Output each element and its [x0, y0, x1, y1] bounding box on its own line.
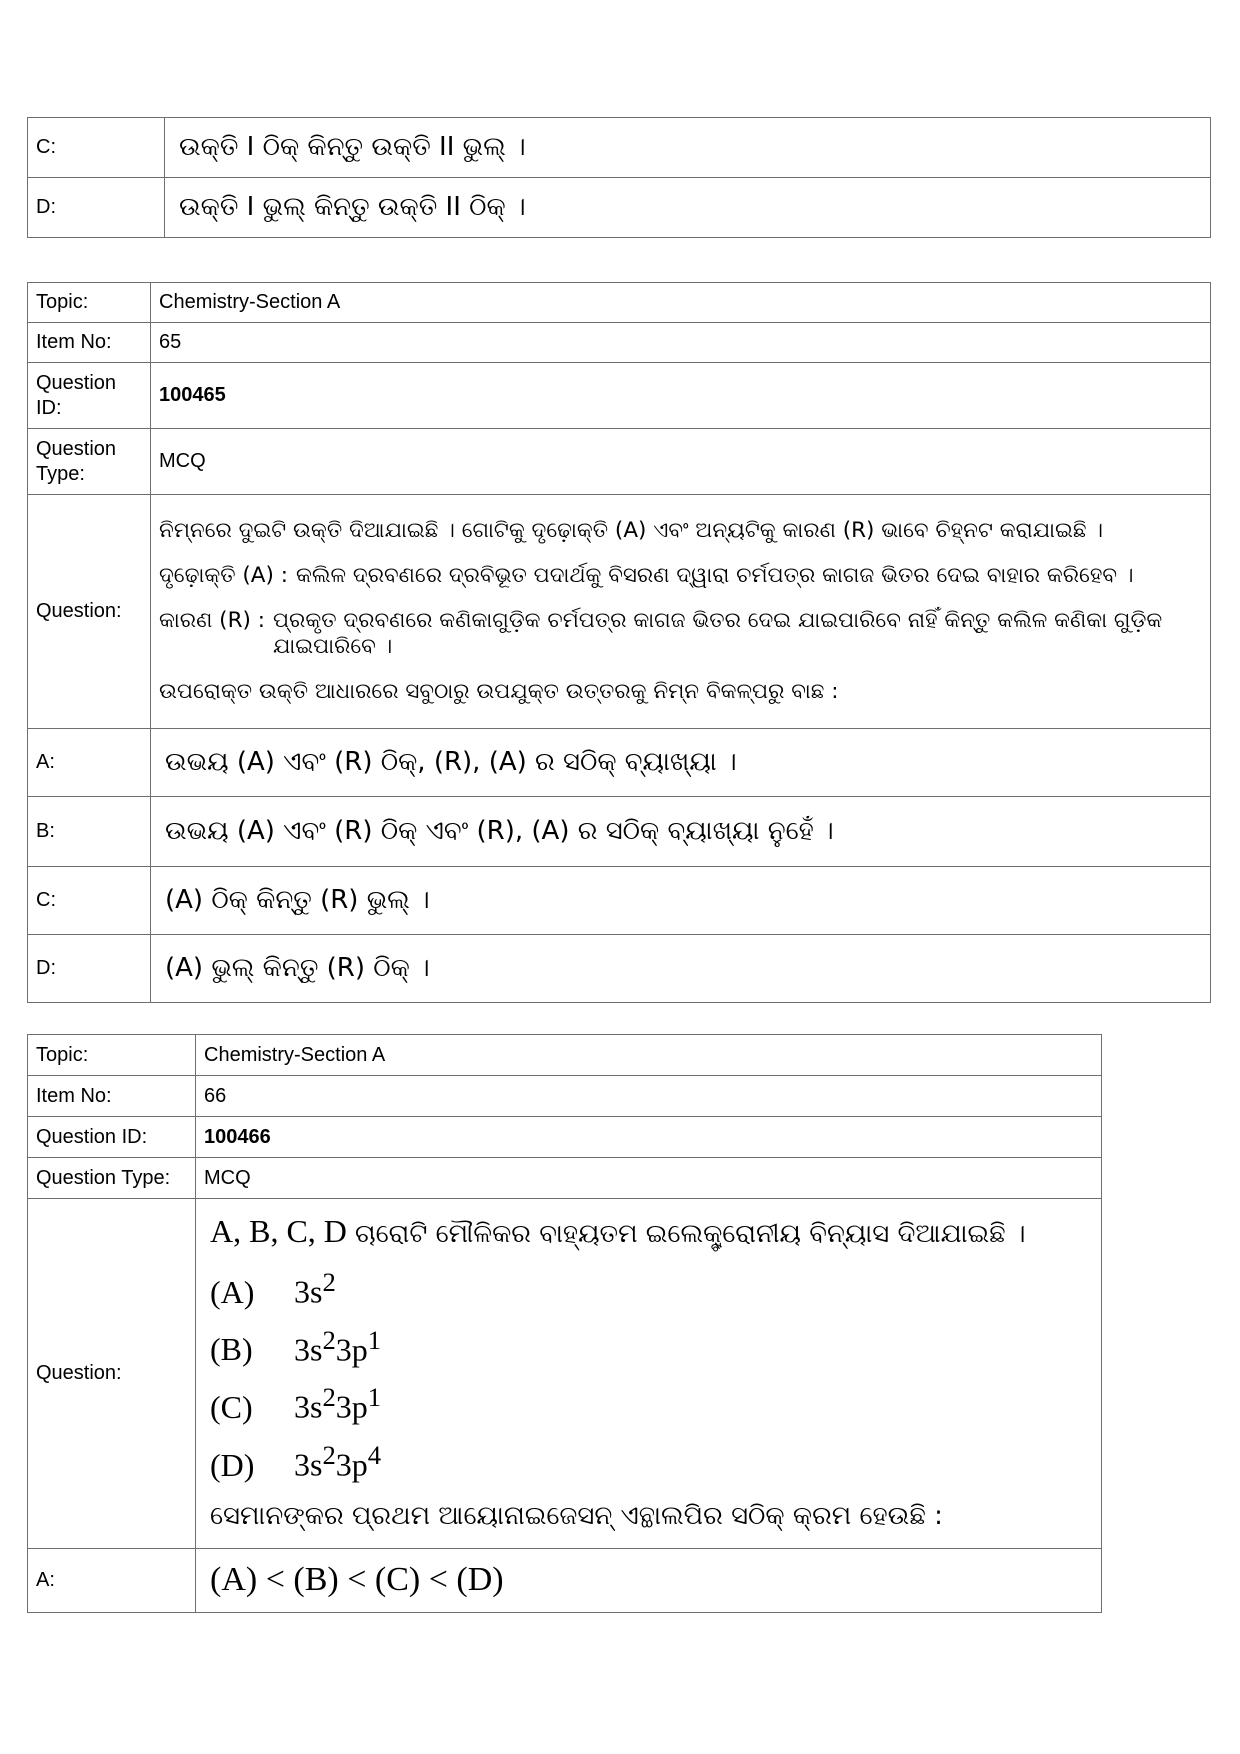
- s-exponent: 2: [322, 1267, 336, 1297]
- option-text: (A) ଭୁଲ୍ କିନ୍ତୁ (R) ଠିକ୍ ।: [151, 935, 1211, 1003]
- item-no-label: Item No:: [28, 1076, 196, 1117]
- question-66-table: [27, 1034, 1102, 1613]
- question-id-value: 100466: [204, 1125, 271, 1148]
- question-type-value: MCQ: [151, 429, 1211, 495]
- option-key: A:: [28, 1548, 196, 1612]
- option-key: C:: [28, 867, 151, 935]
- config-row: [210, 1431, 1087, 1489]
- topic-label: Topic:: [28, 1035, 196, 1076]
- intro-text: ଚାରୋଟି ମୌଳିକର ବାହ୍ୟତମ ଇଲେକ୍ଟ୍ରୋନୀୟ ବିନ୍ୟାସ ଦିଆଯାଇଛି ।: [354, 1219, 1026, 1249]
- question-intro: ନିମ୍ନରେ ଦୁଇଟି ଉକ୍ତି ଦିଆଯାଇଛି । ଗୋଟିକୁ ଦୃଢ଼ୋକ୍ତି (A) ଏବଂ ଅନ୍ୟଟିକୁ କାରଣ (R) ଭାବେ ଚିହ୍ନଟ କରାଯାଇଛି ।: [159, 518, 1103, 543]
- p-exponent: 1: [367, 1324, 382, 1355]
- question-65-table: [27, 282, 1211, 1003]
- p-orbital: 3p: [335, 1388, 368, 1425]
- option-key: B:: [28, 797, 151, 867]
- option-text: (A) ଠିକ୍ କିନ୍ତୁ (R) ଭୁଲ୍ ।: [151, 867, 1211, 935]
- p-exponent: 4: [367, 1439, 382, 1470]
- option-text: ଉକ୍ତି I ଠିକ୍ କିନ୍ତୁ ଉକ୍ତି II ଭୁଲ୍ ।: [165, 118, 1211, 178]
- question-id-label: Question ID:: [28, 1117, 196, 1158]
- topic-value: Chemistry-Section A: [196, 1035, 1102, 1076]
- config-row: [210, 1258, 1087, 1316]
- option-text: (A) < (B) < (C) < (D): [196, 1548, 1102, 1612]
- item-no-value: 66: [196, 1076, 1102, 1117]
- config-label: (D): [210, 1446, 255, 1483]
- option-row: [28, 178, 1211, 238]
- config-row: [210, 1316, 1087, 1374]
- topic-value: Chemistry-Section A: [151, 283, 1211, 323]
- config-label: (B): [210, 1331, 253, 1368]
- topic-label: Topic:: [28, 283, 151, 323]
- config-label: (A): [210, 1273, 255, 1310]
- p-exponent: 1: [367, 1382, 382, 1413]
- question-body: [196, 1199, 1102, 1549]
- item-no-value: 65: [151, 323, 1211, 363]
- s-orbital: 3s: [294, 1388, 323, 1425]
- question-type-value: MCQ: [196, 1158, 1102, 1199]
- question-prompt: ଉପରୋକ୍ତ ଉକ୍ତି ଆଧାରରେ ସବୁଠାରୁ ଉପଯୁକ୍ତ ଉତ୍ତରକୁ ନିମ୍ନ ବିକଳ୍ପରୁ ବାଛ :: [159, 679, 839, 704]
- s-orbital: 3s: [294, 1273, 323, 1310]
- question-type-label: Question Type:: [28, 1158, 196, 1199]
- reason-heading: କାରଣ (R) :: [159, 608, 265, 633]
- prompt-text: ସେମାନଙ୍କର ପ୍ରଥମ ଆୟୋନାଇଜେସନ୍ ଏନ୍ଥାଲପିର ସଠିକ୍ କ୍ରମ ହେଉଛି :: [210, 1500, 943, 1531]
- option-key: C:: [28, 118, 165, 178]
- option-key: D:: [28, 178, 165, 238]
- s-orbital: 3s: [294, 1331, 323, 1368]
- s-exponent: 2: [322, 1324, 336, 1355]
- s-exponent: 2: [322, 1439, 336, 1470]
- question-label: Question:: [28, 1199, 196, 1549]
- question-label: Question:: [28, 495, 151, 729]
- p-orbital: 3p: [335, 1446, 368, 1483]
- reason-text: ପ୍ରକୃତ ଦ୍ରବଣରେ କଣିକାଗୁଡ଼ିକ ଚର୍ମପତ୍ର କାଗଜ ଭିତର ଦେଇ ଯାଇପାରିବେ ନାହିଁ କିନ୍ତୁ କଲିଳ କଣିକା ଗୁଡ଼ିକ ଯାଇପାରିବେ ।: [272, 608, 1163, 659]
- item-no-label: Item No:: [28, 323, 151, 363]
- element-letters: A, B, C, D: [210, 1213, 347, 1249]
- option-text: ଉଭୟ (A) ଏବଂ (R) ଠିକ୍, (R), (A) ର ସଠିକ୍ ବ୍ୟାଖ୍ୟା ।: [151, 729, 1211, 797]
- question-prompt: [210, 1489, 1087, 1540]
- s-orbital: 3s: [294, 1446, 323, 1483]
- option-text: ଉକ୍ତି I ଭୁଲ୍ କିନ୍ତୁ ଉକ୍ତି II ଠିକ୍ ।: [165, 178, 1211, 238]
- assertion-text: କଲିଳ ଦ୍ରବଣରେ ଦ୍ରବିଭୂତ ପଦାର୍ଥକୁ ବିସରଣ ଦ୍ୱାରା ଚର୍ମପତ୍ର କାଗଜ ଭିତର ଦେଇ ବାହାର କରିହେବ ।: [295, 563, 1134, 588]
- p-orbital: 3p: [335, 1331, 368, 1368]
- question-body: [151, 495, 1211, 729]
- option-text: ଉଭୟ (A) ଏବଂ (R) ଠିକ୍ ଏବଂ (R), (A) ର ସଠିକ୍ ବ୍ୟାଖ୍ୟା ନୁହେଁ ।: [151, 797, 1211, 867]
- option-key: A:: [28, 729, 151, 797]
- option-key: D:: [28, 935, 151, 1003]
- assertion-heading: ଦୃଢ଼ୋକ୍ତି (A) :: [159, 563, 288, 588]
- option-row: [28, 118, 1211, 178]
- question-id-value: 100465: [159, 384, 226, 406]
- question-type-label: Question Type:: [28, 429, 151, 495]
- question-intro: [210, 1207, 1087, 1258]
- config-row: [210, 1373, 1087, 1431]
- question-id-label: Question ID:: [28, 363, 151, 429]
- prev-question-options-table: [27, 117, 1211, 238]
- s-exponent: 2: [322, 1382, 336, 1413]
- config-label: (C): [210, 1388, 253, 1425]
